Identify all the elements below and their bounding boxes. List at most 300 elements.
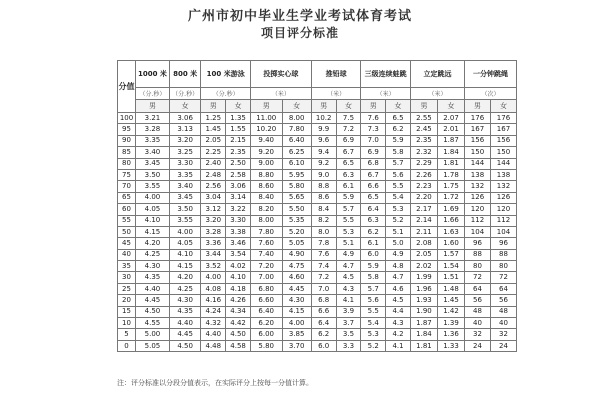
value-cell: 3.12: [201, 204, 226, 215]
value-cell: 8.2: [311, 215, 336, 226]
value-cell: 3.28: [136, 124, 170, 135]
value-cell: 6.40: [282, 135, 311, 146]
value-cell: 64: [465, 283, 491, 294]
value-cell: 5.50: [282, 204, 311, 215]
footnote: 注：评分标准以分段分值表示，在实际评分上按每一分值计算。: [117, 379, 313, 387]
value-cell: 7.20: [250, 261, 282, 272]
value-cell: 4.58: [226, 340, 251, 351]
value-cell: 4.30: [136, 261, 170, 272]
value-cell: 6.40: [250, 306, 282, 317]
score-cell: 90: [118, 135, 136, 146]
value-cell: 56: [490, 295, 516, 306]
value-cell: 40: [465, 318, 491, 329]
value-cell: 1.57: [437, 249, 464, 260]
value-cell: 5.3: [336, 226, 361, 237]
value-cell: 120: [490, 204, 516, 215]
value-cell: 6.2: [386, 124, 411, 135]
value-cell: 4.24: [201, 306, 226, 317]
value-cell: 2.02: [410, 261, 437, 272]
score-header: 分值: [118, 61, 136, 113]
value-cell: 4.35: [169, 306, 201, 317]
value-cell: 6.2: [361, 226, 386, 237]
value-cell: 3.50: [136, 169, 170, 180]
value-cell: 6.4: [311, 318, 336, 329]
unit-jump-rope: （次）: [465, 88, 517, 100]
value-cell: 1.45: [437, 295, 464, 306]
value-cell: 3.44: [201, 249, 226, 260]
value-cell: 4.60: [282, 272, 311, 283]
value-cell: 9.0: [311, 169, 336, 180]
value-cell: 6.0: [361, 249, 386, 260]
table-row: [118, 318, 517, 329]
value-cell: 5.65: [282, 192, 311, 203]
value-cell: 104: [465, 226, 491, 237]
event-header-1000m: 1000 米: [136, 61, 170, 88]
value-cell: 4.4: [386, 306, 411, 317]
value-cell: 88: [465, 249, 491, 260]
score-cell: 50: [118, 226, 136, 237]
value-cell: 6.1: [336, 181, 361, 192]
value-cell: 3.20: [201, 215, 226, 226]
value-cell: 2.45: [410, 124, 437, 135]
unit-medicine-ball: （米）: [250, 88, 311, 100]
value-cell: 4.10: [169, 249, 201, 260]
value-cell: 4.9: [336, 249, 361, 260]
value-cell: 5.8: [361, 272, 386, 283]
value-cell: 3.45: [169, 192, 201, 203]
value-cell: 8.20: [250, 204, 282, 215]
gender-female: 女: [282, 100, 311, 113]
value-cell: 5.3: [361, 329, 386, 340]
value-cell: 176: [465, 113, 491, 124]
value-cell: 6.5: [361, 192, 386, 203]
value-cell: 5.4: [361, 318, 386, 329]
score-cell: 60: [118, 204, 136, 215]
value-cell: 5.9: [336, 192, 361, 203]
value-cell: 7.80: [282, 124, 311, 135]
value-cell: 6.9: [361, 147, 386, 158]
value-cell: 9.00: [250, 158, 282, 169]
value-cell: 4.18: [226, 283, 251, 294]
score-cell: 70: [118, 181, 136, 192]
score-cell: 75: [118, 169, 136, 180]
value-cell: 4.8: [386, 261, 411, 272]
value-cell: 10.2: [311, 113, 336, 124]
value-cell: 4.45: [169, 329, 201, 340]
value-cell: 7.0: [311, 283, 336, 294]
value-cell: 5.6: [386, 169, 411, 180]
value-cell: 1.36: [437, 329, 464, 340]
value-cell: 4.7: [336, 261, 361, 272]
value-cell: 4.30: [282, 295, 311, 306]
value-cell: 4.50: [136, 306, 170, 317]
value-cell: 3.35: [169, 169, 201, 180]
value-cell: 24: [465, 340, 491, 351]
value-cell: 1.96: [410, 283, 437, 294]
value-cell: 132: [465, 181, 491, 192]
value-cell: 64: [490, 283, 516, 294]
value-cell: 4.75: [282, 261, 311, 272]
unit-swim: （分.秒）: [201, 88, 251, 100]
score-cell: 80: [118, 158, 136, 169]
unit-triple-frog-jump: （米）: [361, 88, 411, 100]
value-cell: 4.00: [282, 318, 311, 329]
table-body: [118, 113, 517, 352]
score-cell: 5: [118, 329, 136, 340]
score-cell: 55: [118, 215, 136, 226]
gender-male: 男: [311, 100, 336, 113]
value-cell: 3.3: [336, 340, 361, 351]
value-cell: 2.32: [410, 147, 437, 158]
value-cell: 5.4: [386, 192, 411, 203]
value-cell: 3.36: [201, 238, 226, 249]
value-cell: 3.30: [226, 215, 251, 226]
value-cell: 3.25: [169, 147, 201, 158]
event-header-medicine-ball: 投掷实心球: [250, 61, 311, 88]
value-cell: 48: [490, 306, 516, 317]
value-cell: 24: [490, 340, 516, 351]
value-cell: 2.05: [201, 135, 226, 146]
value-cell: 4.40: [169, 318, 201, 329]
value-cell: 7.0: [361, 135, 386, 146]
value-cell: 138: [465, 169, 491, 180]
value-cell: 3.35: [136, 135, 170, 146]
value-cell: 7.3: [361, 124, 386, 135]
value-cell: 5.9: [361, 261, 386, 272]
value-cell: 1.25: [201, 113, 226, 124]
value-cell: 1.55: [226, 124, 251, 135]
value-cell: 4.7: [386, 272, 411, 283]
table-row: [118, 261, 517, 272]
value-cell: 1.81: [437, 158, 464, 169]
value-cell: 4.5: [336, 272, 361, 283]
value-cell: 3.21: [136, 113, 170, 124]
value-cell: 2.35: [410, 135, 437, 146]
document-title: 广州市初中毕业生学业考试体育考试: [187, 9, 412, 24]
value-cell: 5.2: [386, 215, 411, 226]
value-cell: 72: [490, 272, 516, 283]
value-cell: 5.6: [361, 295, 386, 306]
value-cell: 6.80: [250, 283, 282, 294]
table-row: [118, 147, 517, 158]
value-cell: 5.2: [361, 340, 386, 351]
value-cell: 4.90: [282, 249, 311, 260]
value-cell: 5.1: [336, 238, 361, 249]
unit-1000m: （分.秒）: [136, 88, 170, 100]
value-cell: 2.40: [201, 158, 226, 169]
value-cell: 5.00: [136, 329, 170, 340]
value-cell: 8.0: [311, 226, 336, 237]
gender-male: 男: [410, 100, 437, 113]
value-cell: 4.1: [386, 340, 411, 351]
value-cell: 1.84: [437, 147, 464, 158]
value-cell: 1.75: [437, 181, 464, 192]
value-cell: 112: [490, 215, 516, 226]
value-cell: 2.55: [410, 113, 437, 124]
value-cell: 3.40: [136, 147, 170, 158]
value-cell: 7.40: [250, 249, 282, 260]
value-cell: 6.8: [361, 158, 386, 169]
value-cell: 1.63: [437, 226, 464, 237]
value-cell: 9.2: [311, 158, 336, 169]
value-cell: 9.4: [311, 147, 336, 158]
value-cell: 3.40: [169, 181, 201, 192]
value-cell: 9.9: [311, 124, 336, 135]
table-row: [118, 124, 517, 135]
value-cell: 144: [490, 158, 516, 169]
value-cell: 6.5: [386, 113, 411, 124]
gender-male: 男: [250, 100, 282, 113]
value-cell: 40: [490, 318, 516, 329]
value-cell: 4.34: [226, 306, 251, 317]
value-cell: 1.51: [437, 272, 464, 283]
value-cell: 4.05: [169, 238, 201, 249]
value-cell: 7.80: [250, 226, 282, 237]
value-cell: 7.4: [311, 261, 336, 272]
value-cell: 5.80: [282, 181, 311, 192]
value-cell: 10.20: [250, 124, 282, 135]
table-row: [118, 340, 517, 351]
value-cell: 6.00: [250, 329, 282, 340]
value-cell: 3.55: [169, 215, 201, 226]
score-cell: 25: [118, 283, 136, 294]
value-cell: 156: [490, 135, 516, 146]
value-cell: 132: [490, 181, 516, 192]
value-cell: 1.35: [226, 113, 251, 124]
value-cell: 1.45: [201, 124, 226, 135]
value-cell: 96: [490, 238, 516, 249]
gender-female: 女: [226, 100, 251, 113]
value-cell: 5.1: [386, 226, 411, 237]
value-cell: 7.8: [311, 238, 336, 249]
score-cell: 35: [118, 261, 136, 272]
table-row: [118, 158, 517, 169]
value-cell: 8.00: [250, 215, 282, 226]
value-cell: 2.08: [410, 238, 437, 249]
value-cell: 6.0: [311, 340, 336, 351]
score-cell: 45: [118, 238, 136, 249]
value-cell: 4.15: [282, 306, 311, 317]
value-cell: 4.40: [136, 283, 170, 294]
value-cell: 1.66: [437, 215, 464, 226]
value-cell: 1.87: [410, 318, 437, 329]
value-cell: 72: [465, 272, 491, 283]
value-cell: 5.0: [386, 238, 411, 249]
gender-female: 女: [336, 100, 361, 113]
value-cell: 48: [465, 306, 491, 317]
score-cell: 30: [118, 272, 136, 283]
value-cell: 4.16: [201, 295, 226, 306]
value-cell: 4.2: [386, 329, 411, 340]
event-header-triple-frog-jump: 三级连续蛙跳: [361, 61, 411, 88]
score-cell: 100: [118, 113, 136, 124]
value-cell: 4.00: [169, 226, 201, 237]
value-cell: 6.3: [361, 215, 386, 226]
value-cell: 104: [490, 226, 516, 237]
value-cell: 1.48: [437, 283, 464, 294]
value-cell: 9.20: [250, 147, 282, 158]
value-cell: 2.15: [226, 135, 251, 146]
value-cell: 5.7: [386, 158, 411, 169]
value-cell: 6.60: [250, 295, 282, 306]
value-cell: 11.00: [250, 113, 282, 124]
score-cell: 20: [118, 295, 136, 306]
value-cell: 6.4: [361, 204, 386, 215]
event-header-jump-rope: 一分钟跳绳: [465, 61, 517, 88]
value-cell: 80: [490, 261, 516, 272]
value-cell: 6.7: [361, 169, 386, 180]
value-cell: 2.05: [410, 249, 437, 260]
value-cell: 4.15: [169, 261, 201, 272]
value-cell: 3.5: [336, 329, 361, 340]
value-cell: 2.35: [226, 147, 251, 158]
table-row: [118, 215, 517, 226]
value-cell: 6.8: [311, 295, 336, 306]
value-cell: 144: [465, 158, 491, 169]
gender-female: 女: [386, 100, 411, 113]
unit-800m: （分.秒）: [169, 88, 201, 100]
value-cell: 167: [465, 124, 491, 135]
value-cell: 150: [465, 147, 491, 158]
value-cell: 5.3: [386, 204, 411, 215]
value-cell: 4.5: [386, 295, 411, 306]
value-cell: 5.5: [336, 215, 361, 226]
value-cell: 4.25: [136, 249, 170, 260]
document-subtitle: 项目评分标准: [260, 26, 339, 40]
value-cell: 3.04: [201, 192, 226, 203]
value-cell: 4.20: [169, 272, 201, 283]
value-cell: 2.48: [201, 169, 226, 180]
value-cell: 2.20: [410, 192, 437, 203]
table-row: [118, 181, 517, 192]
value-cell: 4.00: [136, 192, 170, 203]
gender-female: 女: [169, 100, 201, 113]
score-cell: 15: [118, 306, 136, 317]
table-row: [118, 283, 517, 294]
value-cell: 2.50: [226, 158, 251, 169]
value-cell: 1.87: [437, 135, 464, 146]
value-cell: 88: [490, 249, 516, 260]
value-cell: 126: [490, 192, 516, 203]
value-cell: 1.60: [437, 238, 464, 249]
value-cell: 2.26: [410, 169, 437, 180]
value-cell: 3.9: [336, 306, 361, 317]
value-cell: 32: [465, 329, 491, 340]
value-cell: 4.02: [226, 261, 251, 272]
value-cell: 8.6: [311, 192, 336, 203]
score-cell: 40: [118, 249, 136, 260]
table-row: [118, 272, 517, 283]
value-cell: 3.30: [169, 158, 201, 169]
value-cell: 4.42: [226, 318, 251, 329]
value-cell: 3.50: [169, 204, 201, 215]
table-row: [118, 306, 517, 317]
value-cell: 3.52: [201, 261, 226, 272]
value-cell: 2.07: [437, 113, 464, 124]
value-cell: 5.05: [282, 238, 311, 249]
value-cell: 4.08: [201, 283, 226, 294]
scoring-table: [117, 60, 517, 352]
value-cell: 4.50: [226, 329, 251, 340]
value-cell: 1.33: [437, 340, 464, 351]
value-cell: 4.3: [336, 283, 361, 294]
table-row: [118, 249, 517, 260]
value-cell: 6.9: [336, 135, 361, 146]
value-cell: 3.7: [336, 318, 361, 329]
value-cell: 3.85: [282, 329, 311, 340]
value-cell: 9.40: [250, 135, 282, 146]
value-cell: 7.00: [250, 272, 282, 283]
event-header-swim: 100 米游泳: [201, 61, 251, 88]
value-cell: 5.8: [386, 147, 411, 158]
value-cell: 3.38: [226, 226, 251, 237]
score-cell: 10: [118, 318, 136, 329]
value-cell: 1.39: [437, 318, 464, 329]
value-cell: 5.9: [386, 135, 411, 146]
value-cell: 1.81: [410, 340, 437, 351]
value-cell: 4.6: [386, 283, 411, 294]
value-cell: 138: [490, 169, 516, 180]
value-cell: 4.30: [169, 295, 201, 306]
value-cell: 6.1: [361, 238, 386, 249]
unit-shot-put: （米）: [311, 88, 361, 100]
gender-male: 男: [465, 100, 491, 113]
value-cell: 6.6: [311, 306, 336, 317]
table-row: [118, 135, 517, 146]
value-cell: 96: [465, 238, 491, 249]
value-cell: 4.3: [386, 318, 411, 329]
table-row: [118, 226, 517, 237]
value-cell: 2.17: [410, 204, 437, 215]
value-cell: 156: [465, 135, 491, 146]
value-cell: 6.3: [336, 169, 361, 180]
unit-standing-long-jump: （米）: [410, 88, 464, 100]
score-cell: 85: [118, 147, 136, 158]
value-cell: 126: [465, 192, 491, 203]
score-cell: 0: [118, 340, 136, 351]
value-cell: 6.5: [336, 158, 361, 169]
value-cell: 112: [465, 215, 491, 226]
value-cell: 5.7: [336, 204, 361, 215]
table-row: [118, 204, 517, 215]
value-cell: 8.8: [311, 181, 336, 192]
value-cell: 5.7: [361, 283, 386, 294]
score-cell: 95: [118, 124, 136, 135]
value-cell: 6.10: [282, 158, 311, 169]
value-cell: 4.45: [136, 295, 170, 306]
value-cell: 3.45: [136, 158, 170, 169]
value-cell: 1.99: [410, 272, 437, 283]
value-cell: 4.9: [386, 249, 411, 260]
value-cell: 4.05: [136, 204, 170, 215]
value-cell: 2.58: [226, 169, 251, 180]
value-cell: 4.10: [226, 272, 251, 283]
value-cell: 3.46: [226, 238, 251, 249]
value-cell: 6.25: [282, 147, 311, 158]
value-cell: 4.50: [169, 340, 201, 351]
value-cell: 1.93: [410, 295, 437, 306]
table-row: [118, 329, 517, 340]
value-cell: 2.23: [410, 181, 437, 192]
value-cell: 7.2: [311, 272, 336, 283]
value-cell: 1.42: [437, 306, 464, 317]
value-cell: 6.20: [250, 318, 282, 329]
value-cell: 3.28: [201, 226, 226, 237]
value-cell: 4.25: [169, 283, 201, 294]
value-cell: 2.56: [201, 181, 226, 192]
value-cell: 4.26: [226, 295, 251, 306]
value-cell: 3.14: [226, 192, 251, 203]
